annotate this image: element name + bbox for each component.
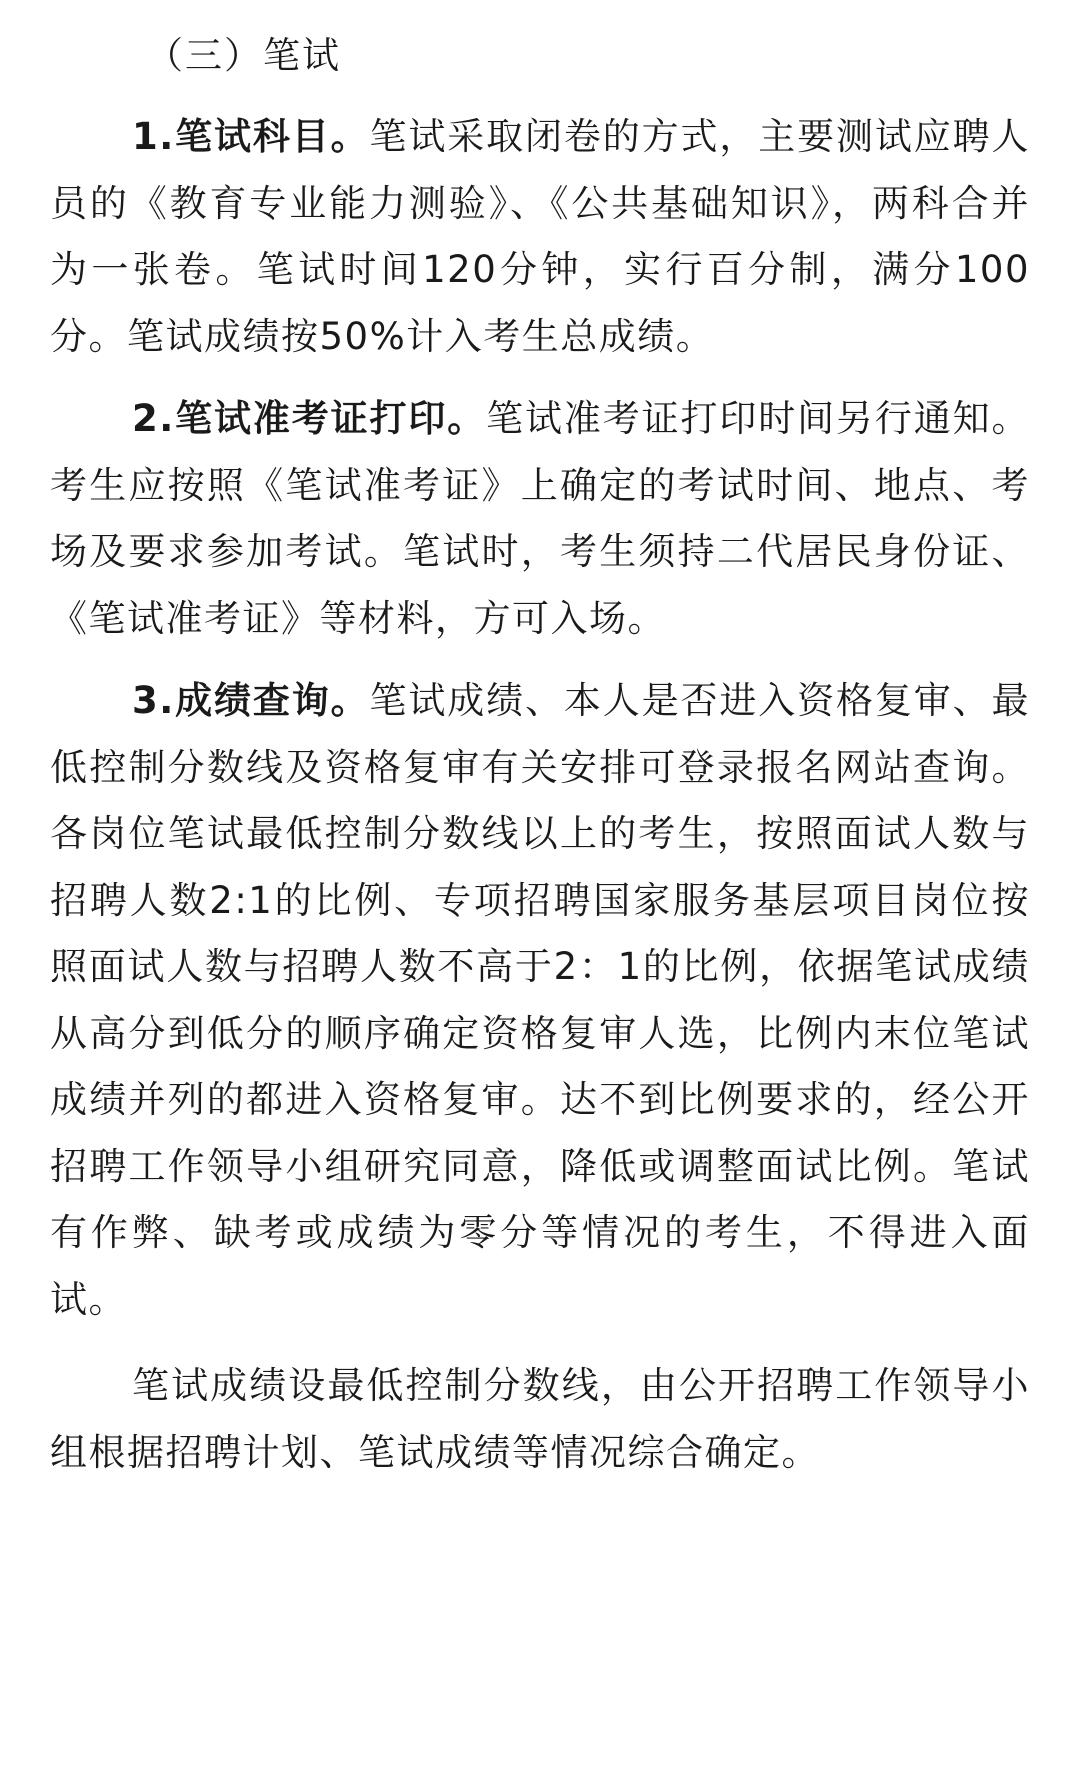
paragraph-lead: 2.笔试准考证打印。	[132, 397, 487, 440]
paragraph-body: 笔试采取闭卷的方式，主要测试应聘人员的《教育专业能力测验》、《公共基础知识》，两科合并为一张卷。笔试时间120分钟，实行百分制，满分100分。笔试成绩按50%计入考生总成绩。	[50, 115, 1031, 358]
paragraph-lead: 1.笔试科目。	[132, 115, 370, 158]
paragraph-written-exam-subjects	[50, 104, 1030, 370]
paragraph-lead: 3.成绩查询。	[132, 679, 370, 722]
paragraph-closing: 笔试成绩设最低控制分数线，由公开招聘工作领导小组根据招聘计划、笔试成绩等情况综合确定。	[50, 1364, 1030, 1474]
paragraph-admission-ticket	[50, 386, 1030, 652]
paragraph-body: 笔试准考证打印时间另行通知。考生应按照《笔试准考证》上确定的考试时间、地点、考场及要求参加考试。笔试时，考生须持二代居民身份证、《笔试准考证》等材料，方可入场。	[50, 397, 1030, 640]
paragraph-body: 笔试成绩、本人是否进入资格复审、最低控制分数线及资格复审有关安排可登录报名网站查询。各岗位笔试最低控制分数线以上的考生，按照面试人数与招聘人数2:1的比例、专项招聘国家服务基层项目岗位按照面试人数与招聘人数不高于2：1的比例，依据笔试成绩从高分到低分的顺序确定资格复审人选，比例内末位笔试成绩并列的都进入资格复审。达不到比例要求的，经公开招聘工作领导小组研究同意，降低或调整面试比例。笔试有作弊、缺考或成绩为零分等情况的考生，不得进入面试。	[50, 679, 1031, 1321]
paragraph-score-inquiry	[50, 668, 1030, 1333]
section-heading: （三）笔试	[146, 34, 341, 77]
